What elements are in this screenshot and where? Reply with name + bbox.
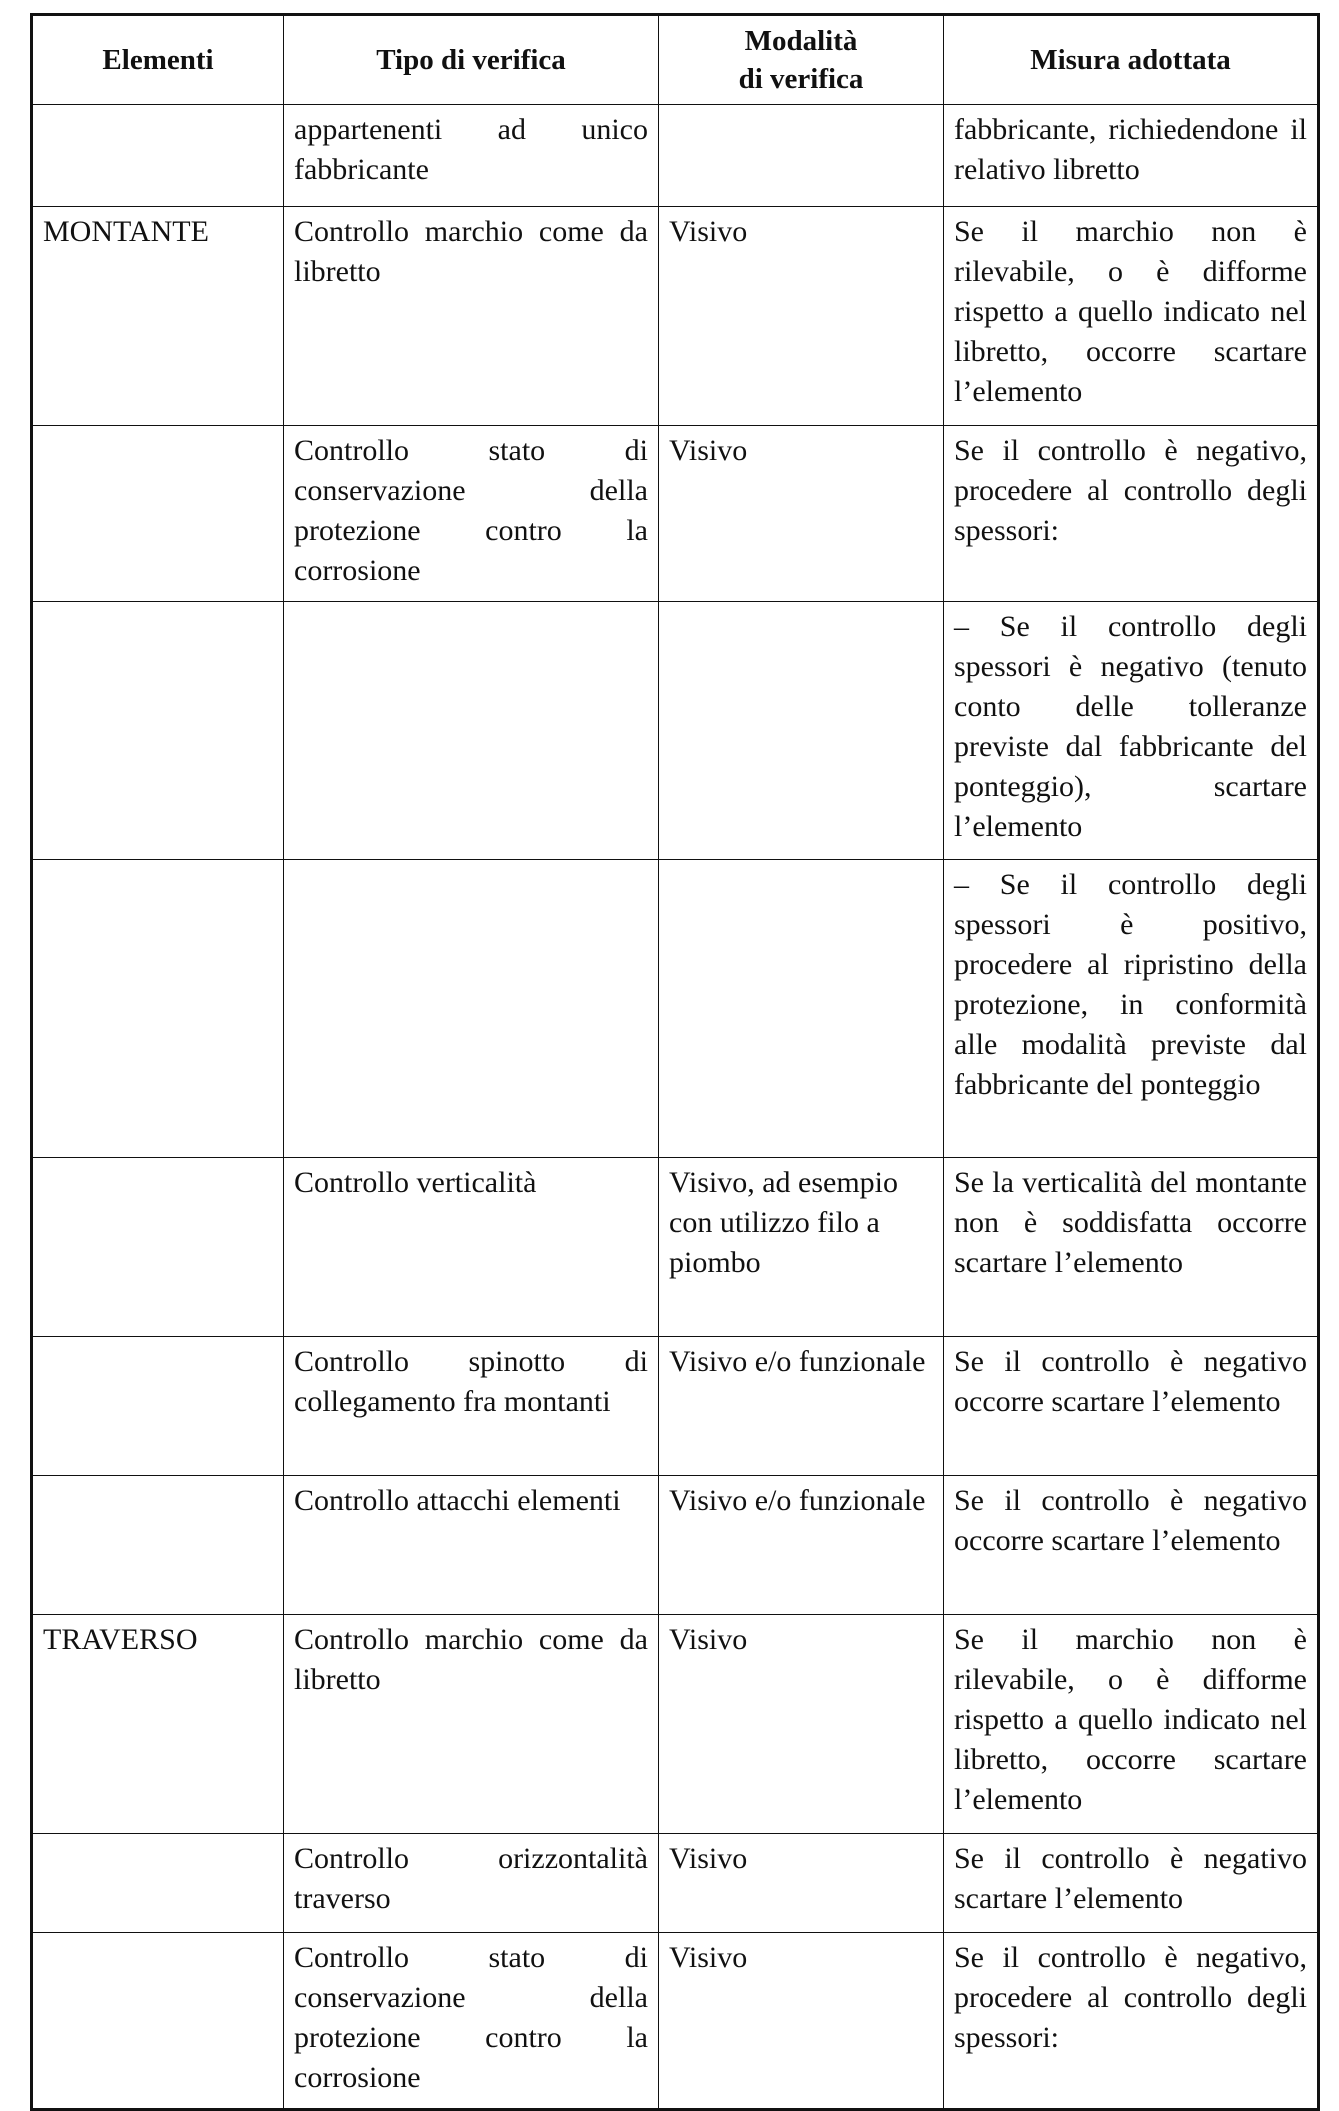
table-row xyxy=(32,1158,1319,1337)
cell-tipo xyxy=(284,860,659,1158)
cell-elementi xyxy=(32,602,284,860)
cell-elementi xyxy=(32,1933,284,2110)
cell-tipo: appartenenti ad unico fabbricante xyxy=(284,105,659,207)
cell-tipo: Controllo marchio come da libretto xyxy=(284,207,659,426)
cell-misura: Se il marchio non è rilevabile, o è difforme rispetto a quello indicato nel libretto, occorre scartare l’elemento xyxy=(944,1615,1319,1834)
cell-misura: Se il marchio non è rilevabile, o è difforme rispetto a quello indicato nel libretto, occorre scartare l’elemento xyxy=(944,207,1319,426)
table-row xyxy=(32,426,1319,602)
cell-modalita: Visivo xyxy=(659,1933,944,2110)
header-tipo-label: Tipo di verifica xyxy=(376,44,566,76)
cell-modalita: Visivo xyxy=(659,1834,944,1933)
table-body xyxy=(32,105,1319,2110)
header-modalita-line1: Modalità xyxy=(744,25,858,57)
header-elementi-label: Elementi xyxy=(102,44,214,76)
table-row xyxy=(32,1337,1319,1476)
header-tipo-di-verifica xyxy=(284,15,659,105)
header-misura-label: Misura adottata xyxy=(1030,44,1231,76)
cell-elementi xyxy=(32,1476,284,1615)
cell-elementi xyxy=(32,1337,284,1476)
header-modalita-line2: di verifica xyxy=(738,63,864,95)
cell-misura: Se il controllo è negativo occorre scartare l’elemento xyxy=(944,1337,1319,1476)
cell-tipo: Controllo stato di conservazione della protezione contro la corrosione xyxy=(284,426,659,602)
table-row xyxy=(32,860,1319,1158)
cell-modalita: Visivo e/o funzionale xyxy=(659,1476,944,1615)
cell-elementi xyxy=(32,860,284,1158)
verification-table xyxy=(30,13,1320,2111)
cell-misura: fabbricante, richiedendone il relativo libretto xyxy=(944,105,1319,207)
cell-elementi xyxy=(32,1834,284,1933)
cell-modalita xyxy=(659,105,944,207)
header-modalita-di-verifica xyxy=(659,15,944,105)
cell-misura: Se il controllo è negativo scartare l’elemento xyxy=(944,1834,1319,1933)
cell-elementi xyxy=(32,426,284,602)
cell-misura: Se il controllo è negativo, procedere al controllo degli spessori: xyxy=(944,1933,1319,2110)
document-page xyxy=(30,13,1317,2111)
table-row xyxy=(32,1476,1319,1615)
cell-modalita: Visivo xyxy=(659,1615,944,1834)
cell-tipo: Controllo marchio come da libretto xyxy=(284,1615,659,1834)
cell-modalita xyxy=(659,860,944,1158)
cell-modalita: Visivo xyxy=(659,207,944,426)
cell-modalita: Visivo, ad esempio con utilizzo filo a piombo xyxy=(659,1158,944,1337)
cell-misura: – Se il controllo degli spessori è negativo (tenuto conto delle tolleranze previste dal fabbricante del ponteggio), scartare l’elemento xyxy=(944,602,1319,860)
cell-misura: Se il controllo è negativo, procedere al controllo degli spessori: xyxy=(944,426,1319,602)
cell-misura: Se la verticalità del montante non è soddisfatta occorre scartare l’elemento xyxy=(944,1158,1319,1337)
cell-modalita: Visivo xyxy=(659,426,944,602)
cell-tipo: Controllo stato di conservazione della protezione contro la corrosione xyxy=(284,1933,659,2110)
cell-tipo: Controllo spinotto di collegamento fra montanti xyxy=(284,1337,659,1476)
cell-elementi xyxy=(32,1158,284,1337)
cell-elementi: MONTANTE xyxy=(32,207,284,426)
table-row xyxy=(32,1615,1319,1834)
table-row xyxy=(32,105,1319,207)
header-misura-adottata xyxy=(944,15,1319,105)
table-row xyxy=(32,602,1319,860)
table-row xyxy=(32,1933,1319,2110)
header-elementi xyxy=(32,15,284,105)
cell-elementi: TRAVERSO xyxy=(32,1615,284,1834)
table-row xyxy=(32,207,1319,426)
table-header xyxy=(32,15,1319,105)
cell-tipo: Controllo orizzontalità traverso xyxy=(284,1834,659,1933)
cell-modalita xyxy=(659,602,944,860)
cell-elementi xyxy=(32,105,284,207)
table-row xyxy=(32,1834,1319,1933)
cell-misura: Se il controllo è negativo occorre scartare l’elemento xyxy=(944,1476,1319,1615)
cell-modalita: Visivo e/o funzionale xyxy=(659,1337,944,1476)
cell-tipo xyxy=(284,602,659,860)
cell-tipo: Controllo verticalità xyxy=(284,1158,659,1337)
cell-tipo: Controllo attacchi elementi xyxy=(284,1476,659,1615)
cell-misura: – Se il controllo degli spessori è positivo, procedere al ripristino della protezione, in conformità alle modalità previste dal fabbricante del ponteggio xyxy=(944,860,1319,1158)
header-row xyxy=(32,15,1319,105)
